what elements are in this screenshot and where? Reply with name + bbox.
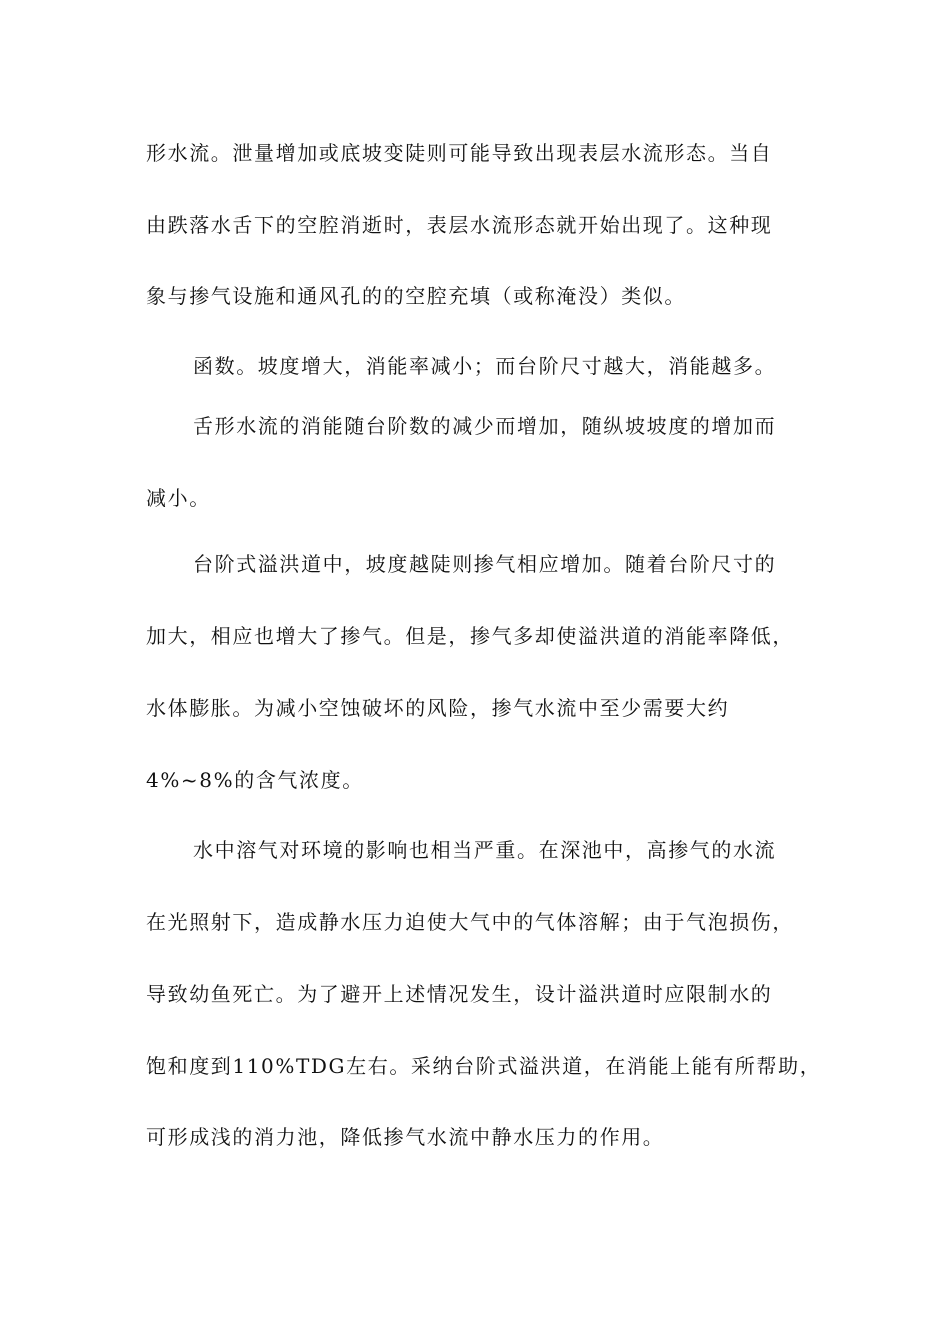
paragraph-first-line: 水中溶气对环境的影响也相当严重。在深池中，高掺气的水流 bbox=[193, 838, 777, 862]
text-line: 水体膨胀。为减小空蚀破坏的风险，掺气水流中至少需要大约 bbox=[146, 696, 730, 720]
text-line: 饱和度到110%TDG左右。采纳台阶式溢洪道，在消能上能有所帮助， bbox=[146, 1054, 822, 1078]
text-line: 可形成浅的消力池，降低掺气水流中静水压力的作用。 bbox=[146, 1125, 665, 1149]
text-line: 减小。 bbox=[146, 486, 211, 510]
text-line: 在光照射下，造成静水压力迫使大气中的气体溶解；由于气泡损伤， bbox=[146, 910, 794, 934]
paragraph-first-line: 函数。坡度增大，消能率减小；而台阶尺寸越大，消能越多。 bbox=[193, 354, 777, 378]
paragraph-first-line: 台阶式溢洪道中，坡度越陡则掺气相应增加。随着台阶尺寸的 bbox=[193, 552, 777, 576]
text-line: 形水流。泄量增加或底坡变陡则可能导致出现表层水流形态。当自 bbox=[146, 141, 773, 165]
paragraph-first-line: 舌形水流的消能随台阶数的减少而增加，随纵坡坡度的增加而 bbox=[193, 414, 777, 438]
text-line: 象与掺气设施和通风孔的的空腔充填（或称淹没）类似。 bbox=[146, 284, 686, 308]
text-line: 4%~8%的含气浓度。 bbox=[146, 768, 364, 792]
text-line: 加大，相应也增大了掺气。但是，掺气多却使溢洪道的消能率降低， bbox=[146, 624, 794, 648]
text-line: 由跌落水舌下的空腔消逝时，表层水流形态就开始出现了。这种现 bbox=[146, 213, 773, 237]
text-line: 导致幼鱼死亡。为了避开上述情况发生，设计溢洪道时应限制水的 bbox=[146, 982, 773, 1006]
